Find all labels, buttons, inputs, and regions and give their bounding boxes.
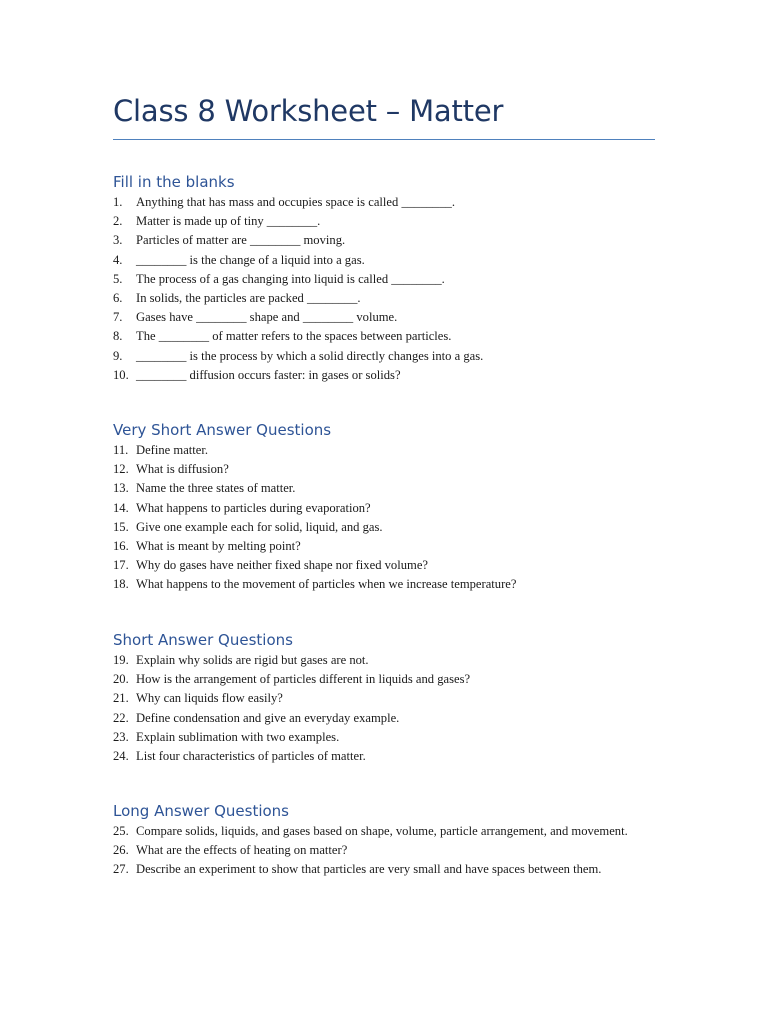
question-text: Explain why solids are rigid but gases are not. bbox=[136, 653, 369, 667]
question-number: 19. bbox=[113, 653, 129, 667]
question-number: 14. bbox=[113, 500, 129, 515]
question-number: 1. bbox=[113, 195, 123, 209]
question-text: What happens to particles during evaporation? bbox=[136, 500, 371, 515]
question-number: 27. bbox=[113, 862, 129, 877]
question-item bbox=[113, 689, 655, 708]
question-number: 18. bbox=[113, 577, 129, 592]
question-text: Gases have ________ shape and ________ volume. bbox=[136, 310, 398, 325]
question-text: Compare solids, liquids, and gases based on shape, volume, particle arrangement, and movement. bbox=[136, 824, 628, 838]
question-number: 10. bbox=[113, 367, 129, 382]
question-item bbox=[113, 251, 655, 270]
question-number: 23. bbox=[113, 729, 129, 744]
question-number: 11. bbox=[113, 443, 129, 457]
section-short-answer bbox=[113, 629, 655, 766]
question-text: What is diffusion? bbox=[136, 462, 229, 477]
question-text: What happens to the movement of particles when we increase temperature? bbox=[136, 577, 517, 592]
question-number: 5. bbox=[113, 271, 123, 286]
question-number: 7. bbox=[113, 310, 123, 325]
question-item bbox=[113, 670, 655, 689]
section-heading: Fill in the blanks bbox=[113, 173, 235, 191]
question-item bbox=[113, 860, 655, 879]
question-text: Define condensation and give an everyday example. bbox=[136, 710, 400, 725]
question-item bbox=[113, 651, 655, 670]
question-text: How is the arrangement of particles different in liquids and gases? bbox=[136, 672, 471, 687]
question-item bbox=[113, 537, 655, 556]
question-item bbox=[113, 327, 655, 346]
question-item bbox=[113, 556, 655, 575]
question-number: 13. bbox=[113, 481, 129, 496]
question-text: Why can liquids flow easily? bbox=[136, 691, 283, 706]
question-text: Matter is made up of tiny ________. bbox=[136, 214, 321, 229]
question-text: List four characteristics of particles of matter. bbox=[136, 749, 366, 764]
question-number: 22. bbox=[113, 710, 129, 725]
question-list bbox=[113, 822, 655, 880]
question-number: 16. bbox=[113, 539, 129, 554]
question-number: 12. bbox=[113, 462, 129, 477]
question-text: Name the three states of matter. bbox=[136, 481, 296, 496]
question-item bbox=[113, 747, 655, 766]
question-item bbox=[113, 728, 655, 747]
question-number: 21. bbox=[113, 691, 129, 706]
question-number: 3. bbox=[113, 233, 123, 248]
question-number: 15. bbox=[113, 519, 129, 534]
question-item bbox=[113, 441, 655, 460]
question-text: What are the effects of heating on matter? bbox=[136, 843, 348, 858]
question-item bbox=[113, 518, 655, 537]
question-number: 6. bbox=[113, 291, 123, 306]
section-very-short-answer bbox=[113, 419, 655, 595]
section-long-answer bbox=[113, 800, 655, 880]
question-item bbox=[113, 709, 655, 728]
question-list bbox=[113, 651, 655, 766]
section-fill-in-the-blanks bbox=[113, 171, 655, 385]
question-text: Define matter. bbox=[136, 443, 209, 457]
page-title: Class 8 Worksheet – Matter bbox=[113, 94, 504, 128]
question-number: 26. bbox=[113, 843, 129, 858]
question-item bbox=[113, 347, 655, 366]
question-text: Explain sublimation with two examples. bbox=[136, 729, 340, 744]
question-item bbox=[113, 270, 655, 289]
question-text: Give one example each for solid, liquid, and gas. bbox=[136, 519, 383, 534]
question-list bbox=[113, 193, 655, 385]
question-text: What is meant by melting point? bbox=[136, 539, 301, 554]
question-number: 20. bbox=[113, 672, 129, 687]
question-item bbox=[113, 822, 655, 841]
question-text: ________ is the process by which a solid directly changes into a gas. bbox=[136, 348, 484, 363]
question-text: Why do gases have neither fixed shape nor fixed volume? bbox=[136, 558, 429, 573]
question-text: The process of a gas changing into liquid is called ________. bbox=[136, 271, 445, 286]
question-item bbox=[113, 460, 655, 479]
question-item bbox=[113, 289, 655, 308]
question-text: Particles of matter are ________ moving. bbox=[136, 233, 346, 248]
section-heading: Long Answer Questions bbox=[113, 802, 289, 820]
question-number: 9. bbox=[113, 348, 123, 363]
question-item bbox=[113, 212, 655, 231]
question-item bbox=[113, 193, 655, 212]
question-item bbox=[113, 499, 655, 518]
question-number: 24. bbox=[113, 749, 129, 764]
question-number: 2. bbox=[113, 214, 123, 229]
section-heading: Very Short Answer Questions bbox=[113, 421, 332, 439]
question-text: In solids, the particles are packed ________. bbox=[136, 291, 361, 306]
question-item bbox=[113, 308, 655, 327]
question-number: 17. bbox=[113, 558, 129, 573]
question-item bbox=[113, 231, 655, 250]
question-number: 25. bbox=[113, 824, 129, 838]
question-text: Anything that has mass and occupies space is called ________. bbox=[136, 195, 455, 209]
section-heading: Short Answer Questions bbox=[113, 631, 293, 649]
question-number: 4. bbox=[113, 252, 123, 267]
question-text: ________ is the change of a liquid into a gas. bbox=[136, 252, 365, 267]
question-item bbox=[113, 366, 655, 385]
question-text: The ________ of matter refers to the spaces between particles. bbox=[136, 329, 452, 344]
title-divider bbox=[113, 139, 655, 140]
question-text: ________ diffusion occurs faster: in gases or solids? bbox=[136, 367, 401, 382]
question-item bbox=[113, 841, 655, 860]
question-list bbox=[113, 441, 655, 595]
question-number: 8. bbox=[113, 329, 123, 344]
question-item bbox=[113, 575, 655, 594]
question-text: Describe an experiment to show that particles are very small and have spaces between them. bbox=[136, 862, 602, 877]
question-item bbox=[113, 479, 655, 498]
